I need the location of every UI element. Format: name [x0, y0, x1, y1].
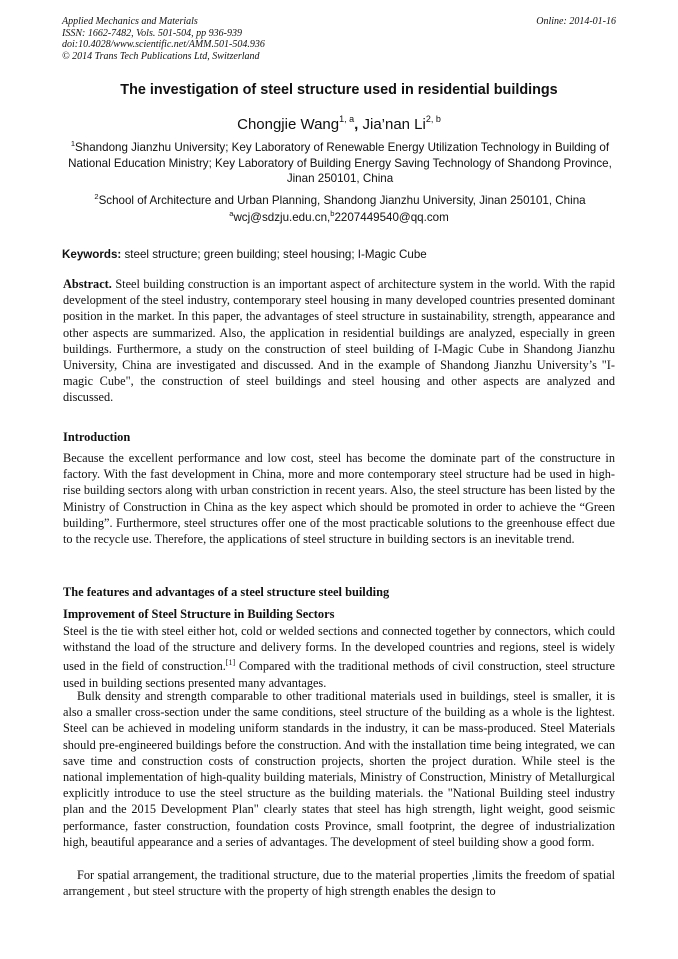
- affiliation-marker: 2: [94, 192, 99, 201]
- author-name: Chongjie Wang: [237, 116, 340, 133]
- paper-title: The investigation of steel structure used in residential buildings: [120, 82, 558, 98]
- journal-copyright: © 2014 Trans Tech Publications Ltd, Switzerland: [62, 50, 260, 62]
- affiliation-text: Shandong Jianzhu University; Key Laboratory of Renewable Energy Utilization Technology in Building of National Education Ministry; Key Laboratory of Building Energy Saving Technology of Shandong Province, Jinan 250101, China: [68, 141, 612, 185]
- paragraph-text: Compared with the traditional methods of civil construction, steel structure used in building sections presented many advantages.: [63, 659, 616, 690]
- affiliation-marker: 1: [70, 139, 76, 148]
- body-paragraph: For spatial arrangement, the traditional structure, due to the material properties ,limits the freedom of spatial arrangement , but steel structure with the property of high strength enables the design to: [63, 868, 615, 899]
- abstract: [63, 276, 615, 406]
- introduction-paragraph: Because the excellent performance and low cost, steel has become the dominate part of the constructure in factory. With the fast development in China, more and more contemporary steel structure had be used in high-rise building sectors along with urban constriction in recent years. Also, the steel structure has been listed by the Ministry of Construction in China as the key aspect which should be promoted in order to achieve the “Green building”. Furthermore, steel structures offer one of the most practicable solutions to the greenhouse effect due to the recycle use. Therefore, the applications of steel structure in building sectors is an inevitable trend.: [63, 451, 615, 547]
- journal-issn: ISSN: 1662-7482, Vols. 501-504, pp 936-939: [62, 27, 242, 39]
- journal-doi: doi:10.4028/www.scientific.net/AMM.501-504.936: [62, 39, 265, 50]
- online-date: Online: 2014-01-16: [536, 16, 616, 27]
- body-paragraph: [63, 623, 615, 691]
- affiliation-text: School of Architecture and Urban Planning, Shandong Jianzhu University, Jinan 250101, China: [98, 194, 586, 207]
- email-link[interactable]: 2207449540@qq.com: [334, 211, 449, 224]
- section-heading-introduction: Introduction: [63, 430, 131, 444]
- abstract-label: Abstract.: [63, 277, 112, 291]
- section-heading-features: The features and advantages of a steel structure steel building: [63, 585, 390, 599]
- author-separator: ,: [354, 116, 359, 133]
- journal-info: [62, 16, 265, 62]
- email-marker: a: [229, 209, 234, 218]
- citation-ref[interactable]: [1]: [225, 658, 236, 668]
- email-marker: b: [330, 209, 335, 218]
- author-name: Jia’nan Li: [358, 116, 426, 133]
- keywords: [62, 248, 427, 261]
- author-list: [0, 114, 678, 133]
- email-link[interactable]: wcj@sdzju.edu.cn,: [233, 211, 331, 224]
- author-emails: [0, 209, 678, 224]
- keywords-text: steel structure; green building; steel housing; I-Magic Cube: [121, 248, 427, 261]
- affiliation-2: [62, 189, 618, 209]
- paragraph-text: Steel is the tie with steel either hot, cold or welded sections and connected together by connectors, which could withstand the load of the structure and delivery forms. In the developed countries and regions, steel is widely used in the field of construction.: [63, 624, 615, 674]
- keywords-label: Keywords:: [62, 248, 122, 261]
- affiliation-1: [62, 136, 618, 187]
- subsection-heading-improvement: Improvement of Steel Structure in Building Sectors: [63, 607, 335, 621]
- journal-name: Applied Mechanics and Materials: [62, 16, 198, 27]
- author-superscript: 2, b: [425, 114, 441, 124]
- abstract-text: Steel building construction is an important aspect of architecture system in the world. With the rapid development of the steel industry, contemporary steel housing in many developed countries presented dominant position in the market. In this paper, the advantages of steel structure in sustainability, strength, appearance and other aspects are summarized. Also, the application in residential buildings are analyzed, especially in green buildings. Furthermore, a study on the construction of steel building of I-Magic Cube in Shandong Jianzhu University, China are investigated and discussed. And in the example of Shandong Jianzhu University’s "I-magic Cube", the construction of steel buildings and steel housing and other aspects are analyzed and discussed.: [63, 277, 615, 405]
- body-paragraph: Bulk density and strength comparable to other traditional materials used in buildings, steel is smaller, it is also a smaller cross-section under the same conditions, steel structure of the building as a whole is the lightest. Steel can be achieved in modeling uniform standards in the industry, it can be mass-produced. Steel Materials should pre-engineered buildings before the construction. And with the installation time being integrated, we can save time and construction costs of construction projects, shorten the project duration. While steel is the national implementation of high-quality building materials, Ministry of Construction, Ministry of Metallurgical explicitly introduce to use the steel structure as the building materials. the "National Building steel industry plan and the 2015 Development Plan" clearly states that steel has high strength, light weight, good seismic performance, faster construction, foundation costs Province, small footprint, the degree of industrialization high, beautiful appearance and a series of advantages. The development of steel building show a good form.: [63, 689, 615, 849]
- author-superscript: 1, a: [339, 114, 355, 124]
